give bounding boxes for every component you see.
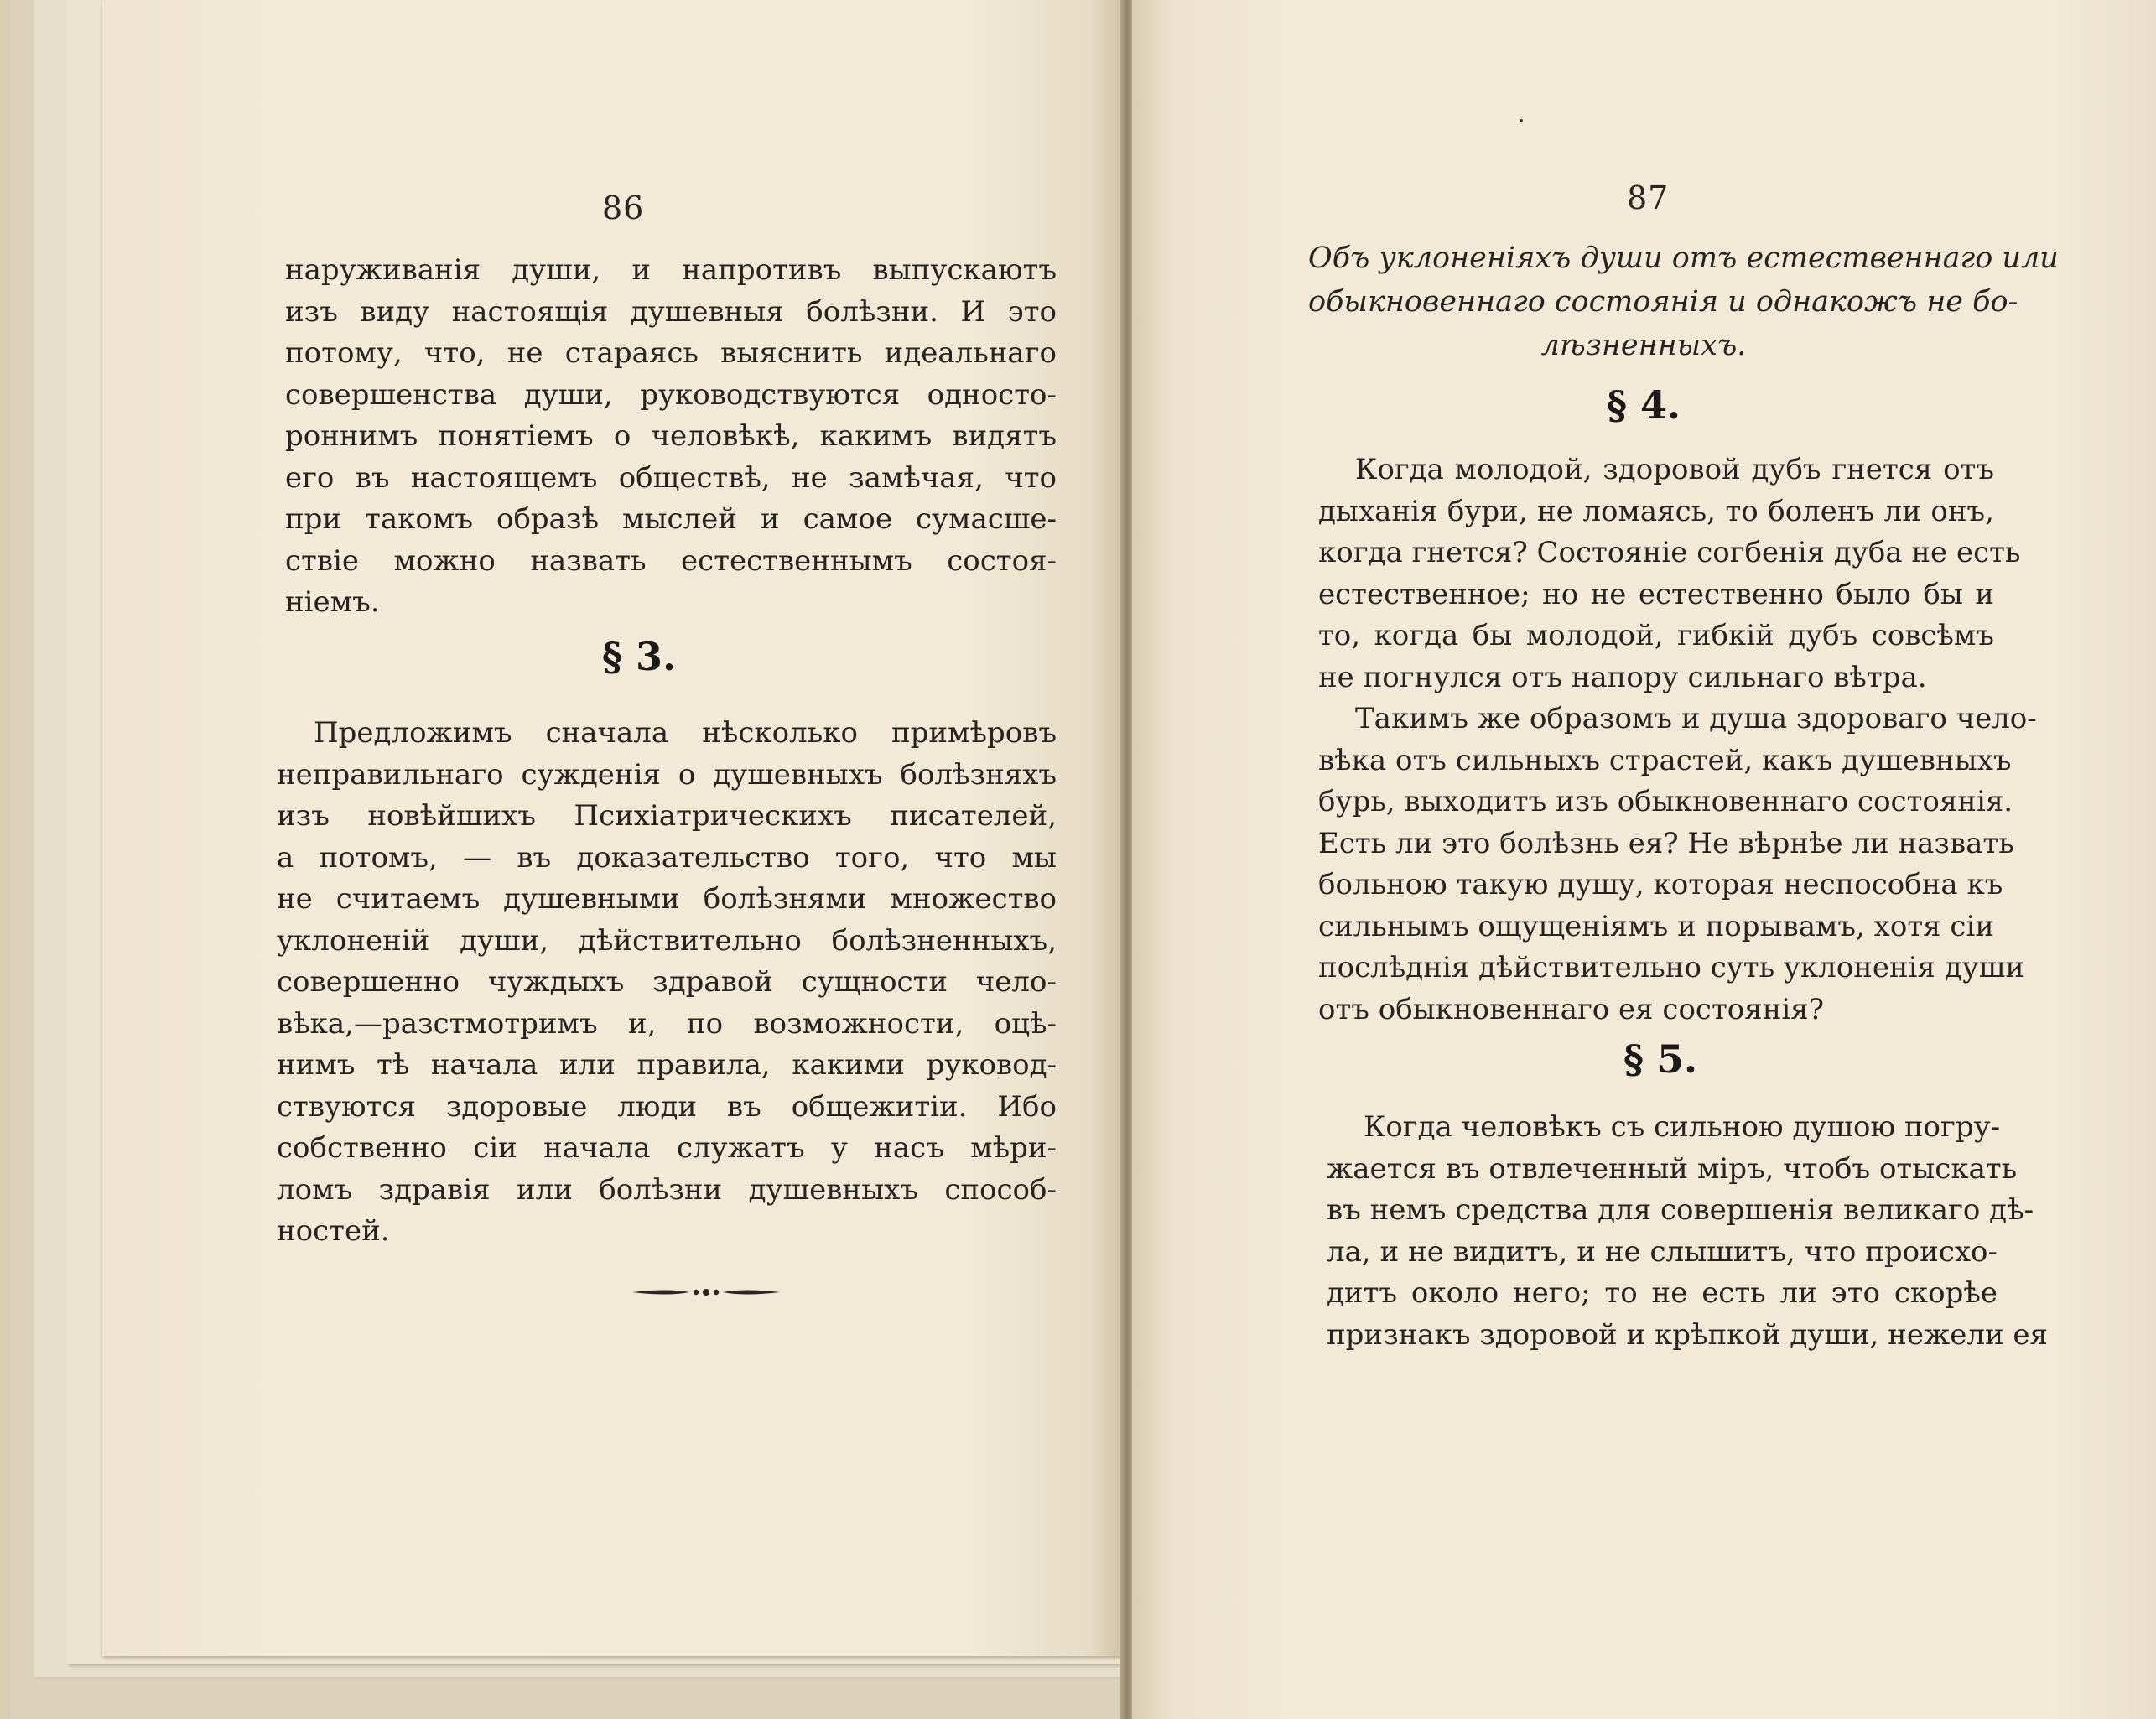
text-line: Когда молодой, здоровой дубъ гнется отъ [1355,453,1994,486]
text-line: собственно сіи начала служатъ у насъ мѣри- [277,1131,1057,1165]
text-line: не погнулся отъ напору сильнаго вѣтра. [1318,660,1927,694]
text-line: больною такую душу, которая неспособна къ [1318,868,2003,901]
text-line: послѣднія дѣйствительно суть уклоненія души [1318,951,2025,984]
text-line: совершенства души, руководствуются односто- [285,377,1057,412]
right-text-bottom [1327,1107,2048,1356]
text-line: Когда человѣкъ съ сильною душою погру- [1364,1110,2001,1144]
section-mark: § 5. [1623,1036,1698,1082]
text-line: дитъ около него; то не есть ли это скорѣе [1327,1276,1998,1310]
text-line: ствуются здоровые люди въ общежитіи. Ибо [277,1089,1057,1124]
text-line: вѣка,—разстмотримъ и, по возможности, оцѣ- [277,1006,1057,1041]
text-line: при такомъ образѣ мыслей и самое сумасше- [285,502,1057,536]
text-line: ніемъ. [285,585,380,619]
tailpiece-ornament [631,1283,782,1301]
heading-line: обыкновеннаго состоянія и однакожъ не бо- [1308,285,2018,319]
section-mark: § 3. [601,634,677,679]
page-number: 86 [602,190,645,226]
text-line: ла, и не видитъ, и не слышитъ, что происхо- [1327,1234,1998,1269]
text-line: Такимъ же образомъ и душа здороваго чело- [1355,702,2037,735]
text-line: уклоненій души, дѣйствительно болѣзненныхъ, [277,923,1057,958]
text-line: неправильнаго сужденія о душевныхъ болѣзняхъ [277,757,1057,792]
text-line: когда гнется? Состояніе согбенія дуба не есть [1318,536,2021,569]
text-line: потому, что, не стараясь выяснить идеальнаго [285,336,1057,370]
left-page [102,0,1121,1656]
text-line: не считаемъ душевными болѣзнями множество [277,882,1057,916]
text-line: наруживанія души, и напротивъ выпускаютъ [285,253,1057,287]
text-line: бурь, выходитъ изъ обыкновеннаго состоянія. [1318,785,2013,818]
heading-line: Объ уклоненіяхъ души отъ естественнаго или [1308,241,2059,275]
right-text-middle [1318,449,2037,1031]
page-number: 87 [1627,179,1670,216]
section-mark: § 4. [1606,382,1681,428]
text-line: вѣка отъ сильныхъ страстей, какъ душевныхъ [1318,743,2012,777]
text-line: изъ новѣйшихъ Психіатрическихъ писателей, [277,799,1057,833]
ink-speck [1520,119,1523,122]
text-line: Есть ли это болѣзнь ея? Не вѣрнѣе ли назвать [1318,826,2014,860]
text-line: а потомъ, — въ доказательство того, что мы [277,840,1057,875]
left-text-bottom [277,713,1057,1253]
right-page [1132,0,2156,1719]
text-line: ностей. [277,1214,390,1248]
text-line: совершенно чуждыхъ здравой сущности чело- [277,965,1057,999]
text-line: изъ виду настоящія душевныя болѣзни. И это [285,294,1057,329]
text-line: нимъ тѣ начала или правила, какими руковод- [277,1048,1057,1082]
chapter-heading [1308,236,2059,367]
text-line: дыханія бури, не ломаясь, то боленъ ли онъ, [1318,494,1994,528]
text-line: естественное; но не естественно было бы и [1318,577,1994,611]
text-line: жается въ отвлеченный міръ, чтобъ отыскать [1327,1151,2018,1186]
text-line: отъ обыкновеннаго ея состоянія? [1318,992,1824,1026]
text-line: роннимъ понятіемъ о человѣкѣ, какимъ видятъ [285,419,1057,453]
text-line: въ немъ средства для совершенія великаго дѣ- [1327,1193,2034,1227]
text-line: то, когда бы молодой, гибкій дубъ совсѣмъ [1318,619,1994,652]
text-line: ствіе можно назвать естественнымъ состоя- [285,543,1057,578]
text-line: ломъ здравія или болѣзни душевныхъ способ- [277,1172,1057,1207]
text-line: признакъ здоровой и крѣпкой души, нежели ея [1327,1317,2048,1352]
text-line: Предложимъ сначала нѣсколько примѣровъ [314,716,1057,750]
text-line: сильнымъ ощущеніямъ и порывамъ, хотя сіи [1318,909,1994,943]
heading-line: лѣзненныхъ. [1540,329,1747,362]
text-line: его въ настоящемъ обществѣ, не замѣчая, что [285,460,1057,495]
left-text-top [285,250,1057,624]
